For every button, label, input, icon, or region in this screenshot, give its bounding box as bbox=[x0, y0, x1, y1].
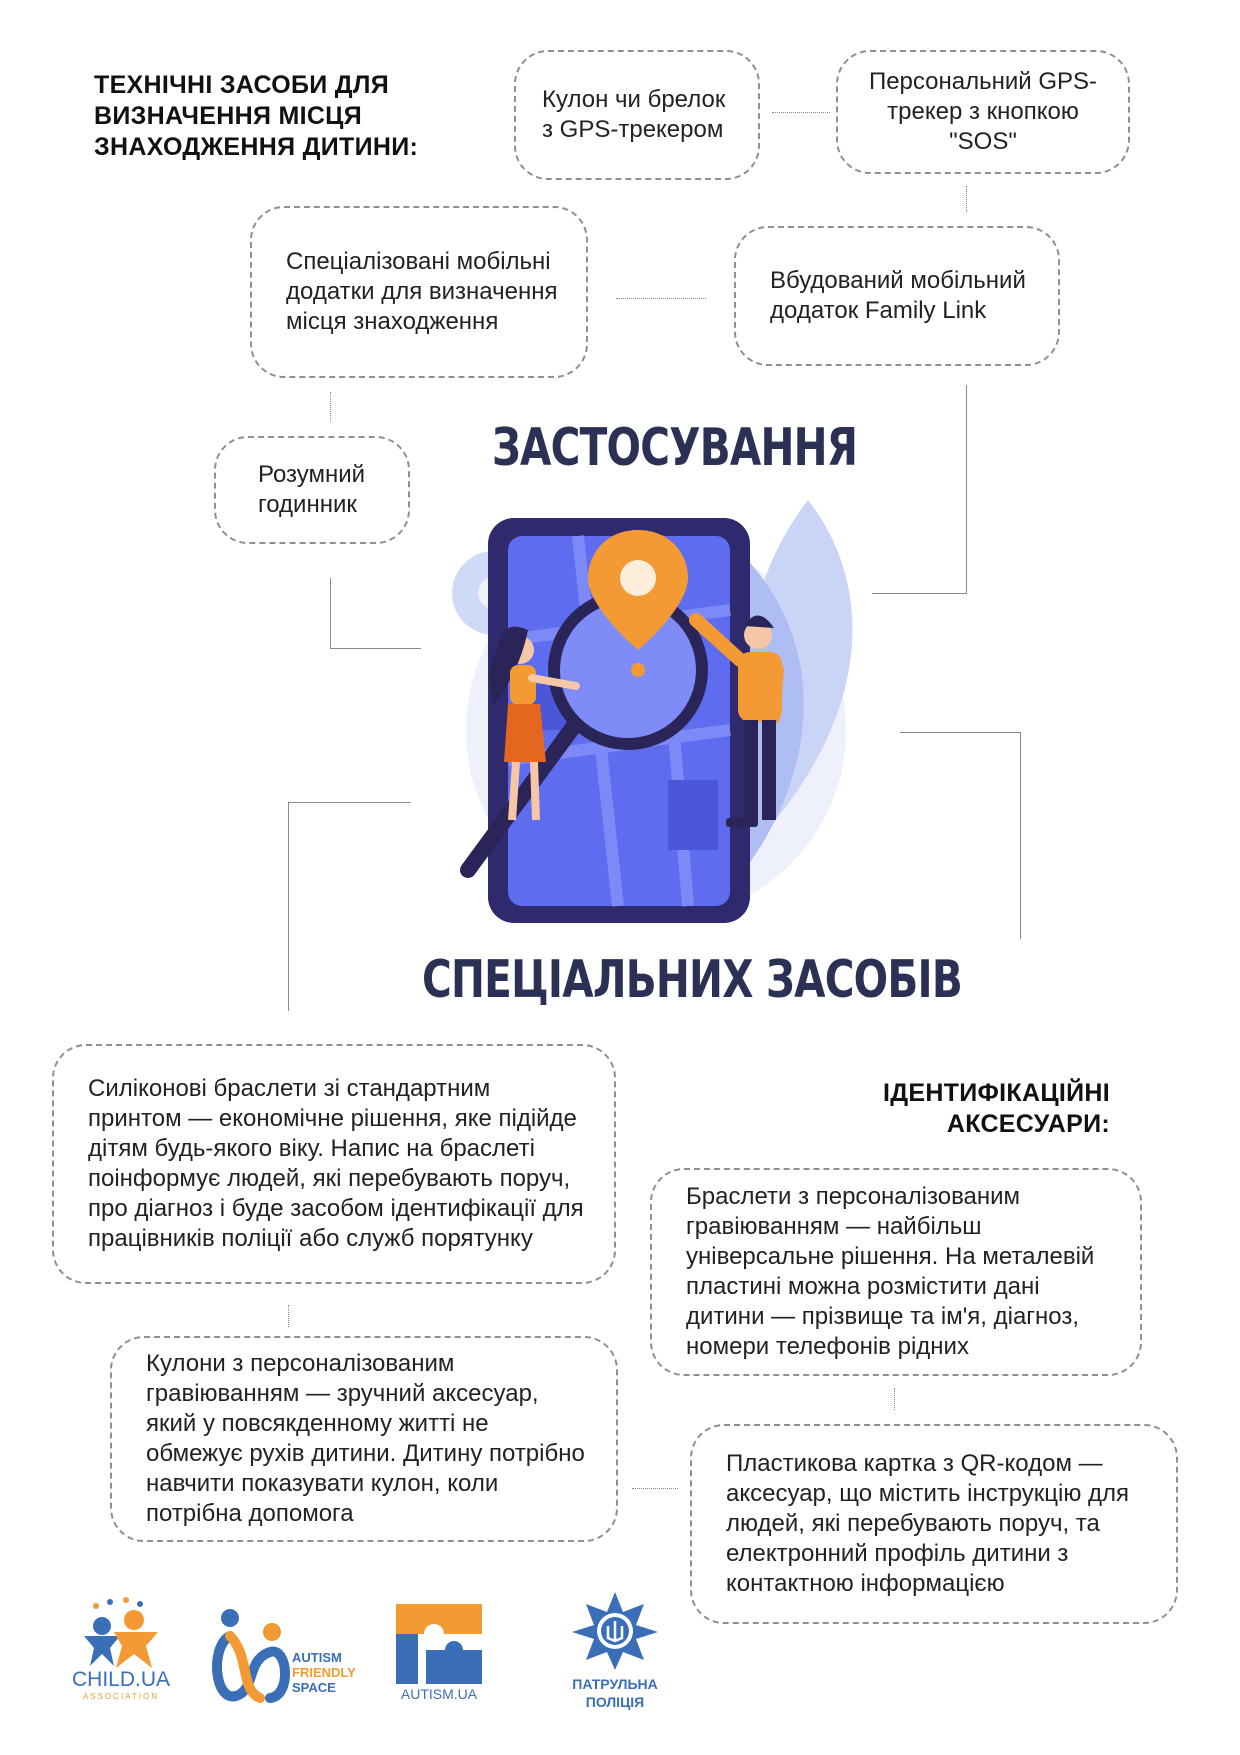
id-item-qr-card bbox=[690, 1424, 1178, 1624]
connector-line bbox=[894, 1388, 895, 1410]
connector-line bbox=[772, 112, 830, 113]
id-accessories-heading: ІДЕНТИФІКАЦІЙНІ АКСЕСУАРИ: bbox=[883, 1079, 1110, 1138]
tech-item-mobile-apps bbox=[250, 206, 588, 378]
child-ua-logo-name: CHILD.UA bbox=[71, 1668, 171, 1691]
autism-friendly-space-logo-icon bbox=[210, 1606, 292, 1706]
id-item-engraved-pendants bbox=[110, 1336, 618, 1542]
id-item-engraved-pendants-text: Кулони з персоналізованим гравіюванням — зручний аксесуар, який у повсякденному житті не обмежує рухів дитини. Дитину потрібно навчити показувати кулон, коли потрібна допомога bbox=[146, 1350, 585, 1527]
map-block bbox=[668, 780, 718, 850]
tech-item-sos-tracker bbox=[836, 50, 1130, 174]
connector-line bbox=[330, 578, 421, 649]
id-item-silicone-bracelets-text: Силіконові браслети зі стандартним принтом — економічне рішення, яке підійде дітям будь-якого віку. Напис на браслеті поінформує людей, які перебувають поруч, про діагноз і буде засобом ідентифікації для працівників поліції або служб порятунку bbox=[88, 1075, 584, 1252]
connector-line bbox=[616, 298, 706, 299]
child-ua-logo-icon bbox=[66, 1596, 176, 1670]
afs-logo-line1: AUTISM bbox=[292, 1650, 342, 1665]
tech-item-family-link-text: Вбудований мобільний додаток Family Link bbox=[770, 267, 1026, 324]
id-item-silicone-bracelets bbox=[52, 1044, 616, 1284]
police-logo-line2: ПОЛІЦІЯ bbox=[585, 1694, 645, 1710]
connector-line bbox=[330, 392, 331, 422]
title-bottom: СПЕЦІАЛЬНИХ ЗАСОБІВ bbox=[422, 950, 962, 1010]
tech-item-family-link bbox=[734, 226, 1060, 366]
autism-ua-logo-icon bbox=[396, 1604, 482, 1684]
tech-item-mobile-apps-text: Спеціалізовані мобільні додатки для визначення місця знаходження bbox=[286, 248, 558, 335]
connector-line bbox=[900, 732, 1021, 939]
id-item-qr-card-text: Пластикова картка з QR-кодом — аксесуар, що містить інструкцію для людей, які перебувають поруч, та електронний профіль дитини з контактною інформацією bbox=[726, 1450, 1130, 1597]
autism-ua-logo bbox=[396, 1604, 486, 1704]
tech-means-heading: ТЕХНІЧНІ ЗАСОБИ ДЛЯ ВИЗНАЧЕННЯ МІСЦЯ ЗНАХОДЖЕННЯ ДИТИНИ: bbox=[94, 71, 419, 161]
location-search-illustration bbox=[428, 500, 888, 940]
tech-item-pendant bbox=[514, 50, 760, 180]
tech-item-smartwatch-text: Розумний годинник bbox=[258, 461, 366, 518]
tech-item-smartwatch bbox=[214, 436, 410, 544]
id-item-engraved-bracelets bbox=[650, 1168, 1142, 1376]
tech-item-sos-tracker-text: Персональний GPS-трекер з кнопкою "SOS" bbox=[868, 68, 1098, 155]
autism-friendly-space-logo bbox=[210, 1606, 370, 1706]
connector-line bbox=[966, 186, 967, 212]
id-item-engraved-bracelets-text: Браслети з персоналізованим гравіюванням — найбільш універсальне рішення. На металевій пластині можна розмістити дані дитини — прізвище та ім'я, діагноз, номери телефонів рідних bbox=[686, 1183, 1095, 1360]
police-star-icon bbox=[560, 1590, 670, 1670]
autism-ua-logo-name: AUTISM.UA bbox=[400, 1686, 478, 1702]
child-ua-logo-sub: ASSOCIATION bbox=[82, 1692, 160, 1701]
title-top: ЗАСТОСУВАННЯ bbox=[492, 418, 858, 478]
afs-logo-line3: SPACE bbox=[292, 1680, 336, 1695]
patrol-police-logo bbox=[560, 1590, 670, 1716]
afs-logo-line2: FRIENDLY bbox=[292, 1665, 356, 1680]
child-ua-logo bbox=[66, 1596, 176, 1706]
connector-line bbox=[288, 802, 411, 1011]
connector-line bbox=[632, 1488, 678, 1489]
connector-line bbox=[288, 1305, 289, 1327]
tech-item-pendant-text: Кулон чи брелок з GPS-трекером bbox=[542, 86, 726, 143]
police-logo-line1: ПАТРУЛЬНА bbox=[572, 1676, 658, 1692]
